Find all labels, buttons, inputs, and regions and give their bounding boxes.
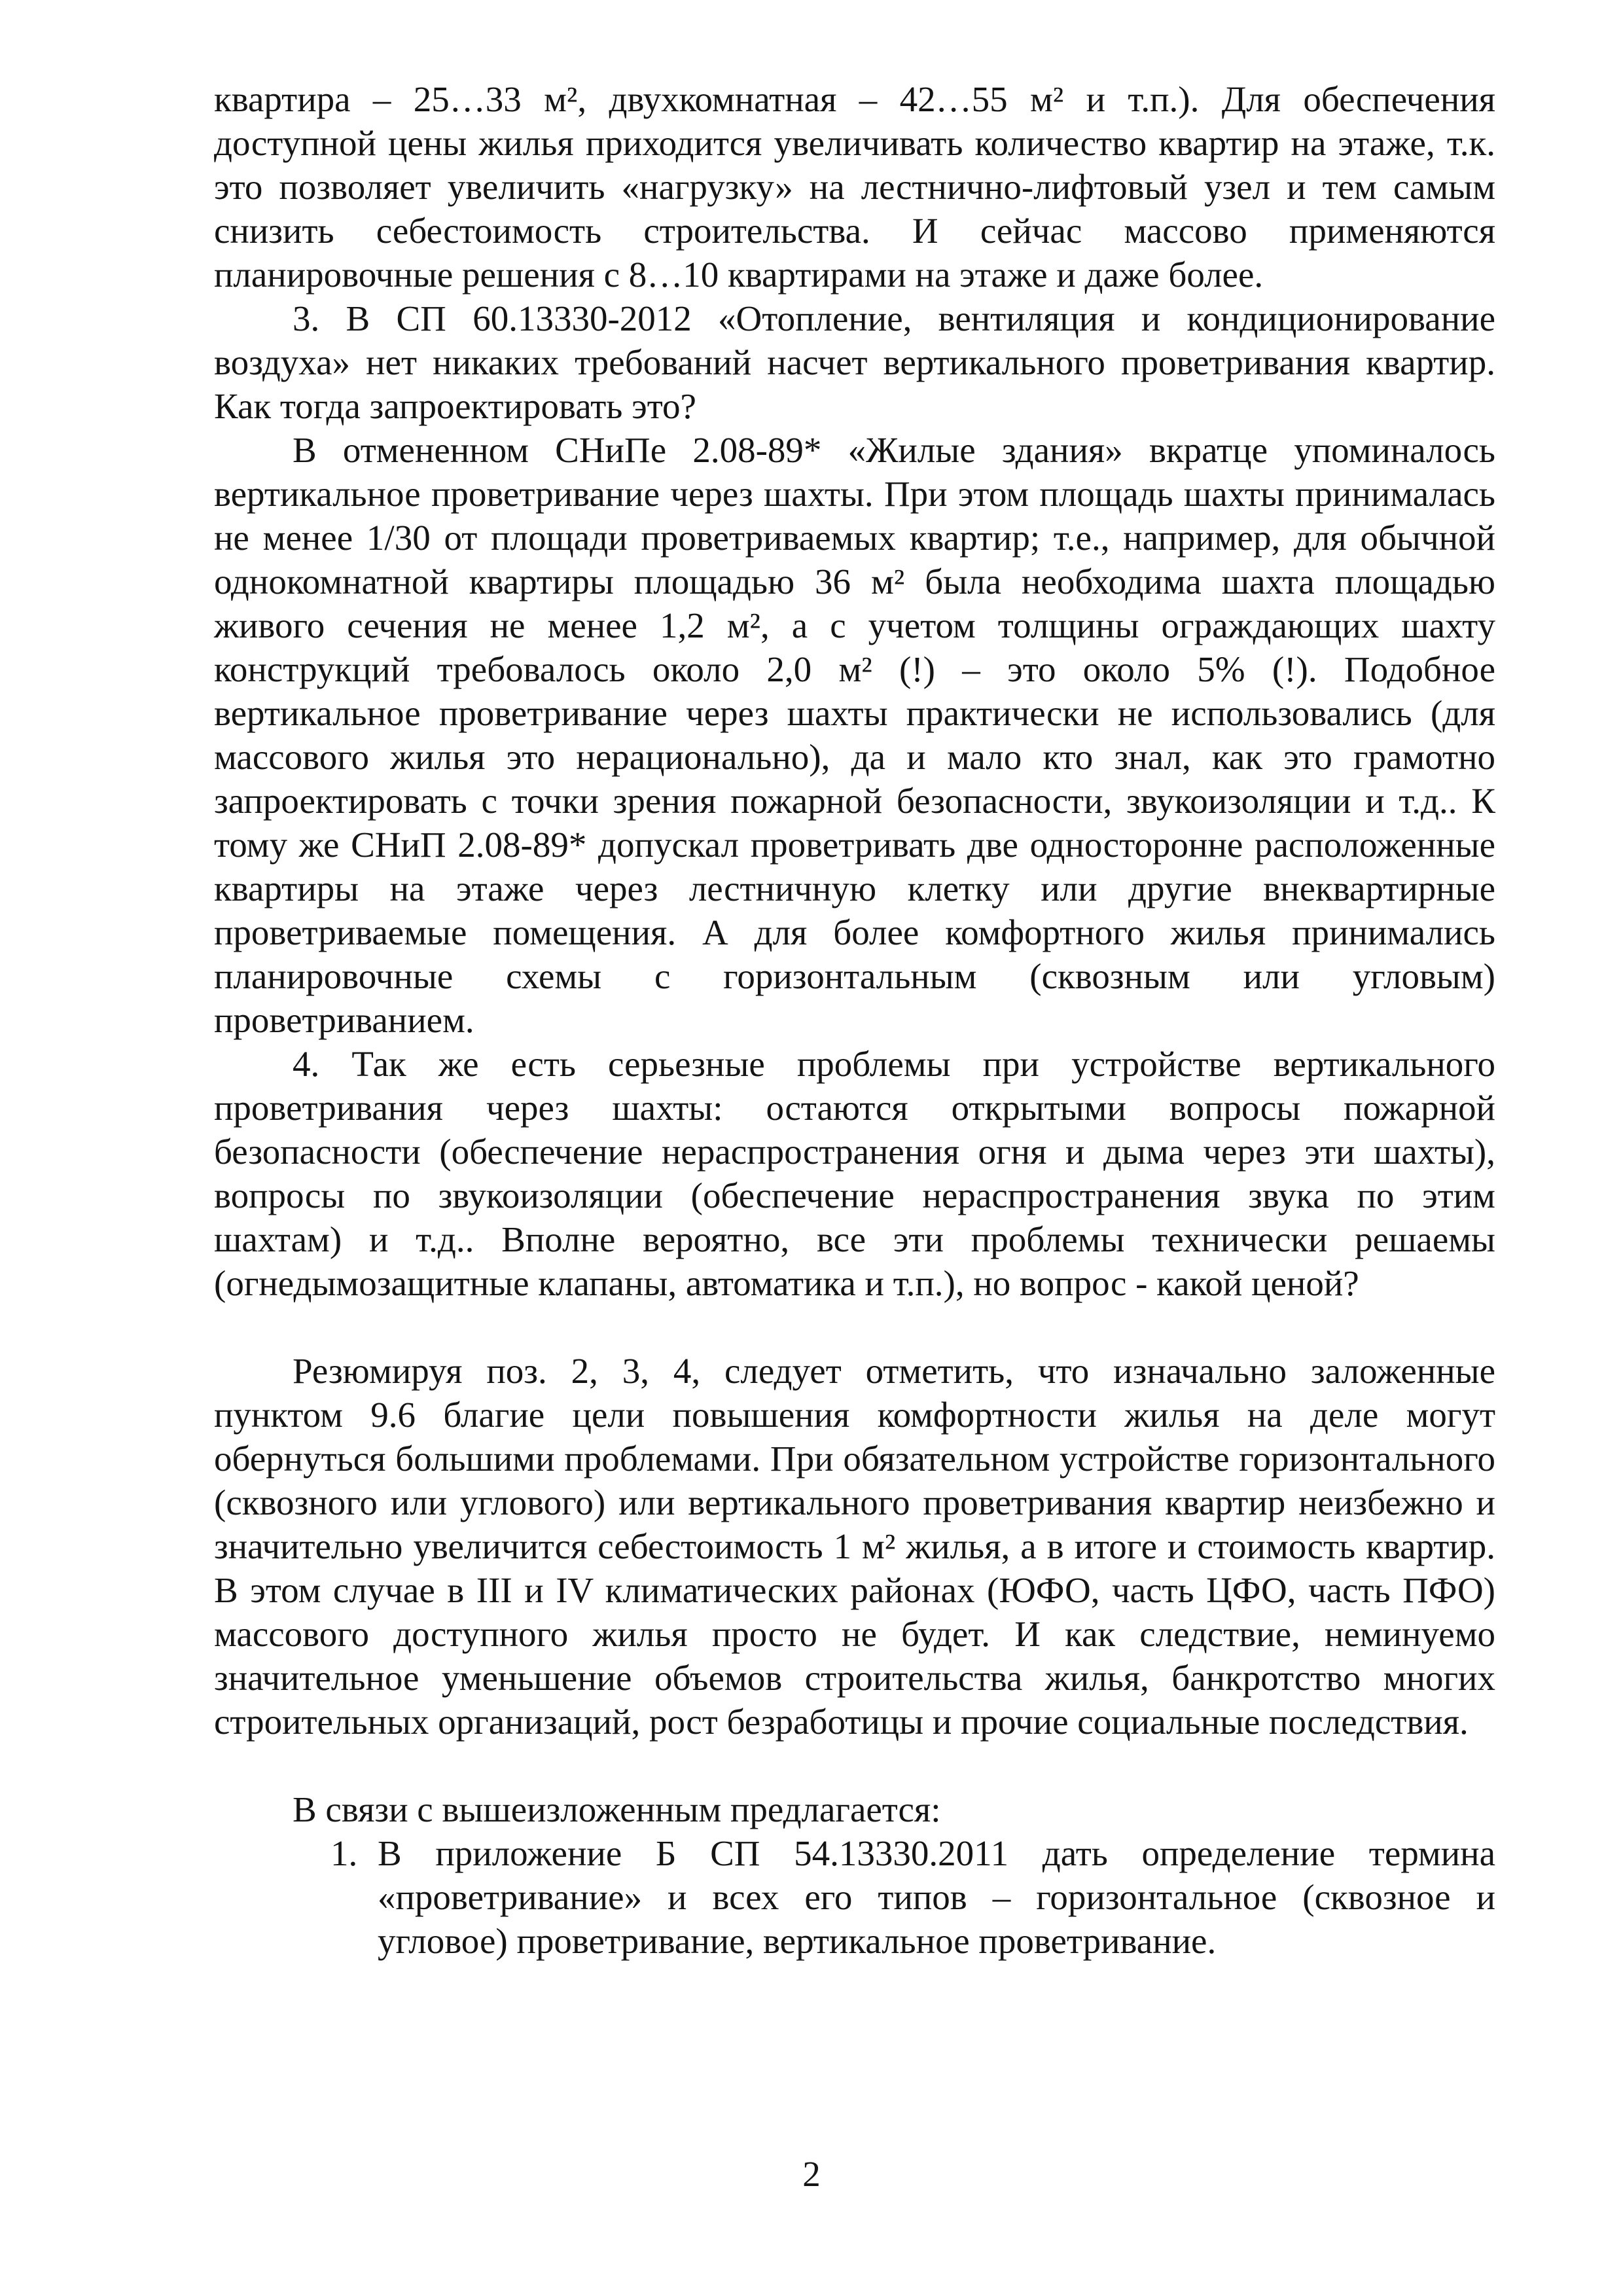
- paragraph-snip-history: В отмененном СНиПе 2.08-89* «Жилые здания» вкратце упоминалось вертикальное проветривание через шахты. При этом площадь шахты принималась не менее 1/30 от площади проветриваемых квартир; т.е., например, для обычной однокомнатной квартиры площадью 36 м² была необходима шахта площадью живого сечения не менее 1,2 м², а с учетом толщины ограждающих шахту конструкций требовалось около 2,0 м² (!) – это около 5% (!). Подобное вертикальное проветривание через шахты практически не использовались (для массового жилья это нерационально), да и мало кто знал, как это грамотно запроектировать с точки зрения пожарной безопасности, звукоизоляции и т.д.. К тому же СНиП 2.08-89* допускал проветривать две односторонне расположенные квартиры на этаже через лестничную клетку или другие внеквартирные проветриваемые помещения. А для более комфортного жилья принимались планировочные схемы с горизонтальным (сквозным или угловым) проветриванием.: [214, 430, 1495, 1040]
- proposal-list: [214, 1831, 1495, 1963]
- paragraph-apartment-sizes: квартира – 25…33 м², двухкомнатная – 42…55 м² и т.п.). Для обеспечения доступной цены жилья приходится увеличивать количество квартир на этаже, т.к. это позволяет увеличить «нагрузку» на лестнично-лифтовый узел и тем самым снизить себестоимость строительства. И сейчас массово применяются планировочные решения с 8…10 квартирами на этаже и даже более.: [214, 79, 1495, 295]
- paragraph-item-4: 4. Так же есть серьезные проблемы при устройстве вертикального проветривания через шахты: остаются открытыми вопросы пожарной безопасности (обеспечение нераспространения огня и дыма через эти шахты), вопросы по звукоизоляции (обеспечение нераспространения звука по этим шахтам) и т.д.. Вполне вероятно, все эти проблемы технически решаемы (огнедымозащитные клапаны, автоматика и т.п.), но вопрос - какой ценой?: [214, 1044, 1495, 1303]
- paragraph-summary: Резюмируя поз. 2, 3, 4, следует отметить, что изначально заложенные пунктом 9.6 благие цели повышения комфортности жилья на деле могут обернуться большими проблемами. При обязательном устройстве горизонтального (сквозного или углового) или вертикального проветривания квартир неизбежно и значительно увеличится себестоимость 1 м² жилья, а в итоге и стоимость квартир. В этом случае в III и IV климатических районах (ЮФО, часть ЦФО, часть ПФО) массового доступного жилья просто не будет. И как следствие, неминуемо значительное уменьшение объемов строительства жилья, банкротство многих строительных организаций, рост безработицы и прочие социальные последствия.: [214, 1351, 1495, 1742]
- list-item-number: 1.: [330, 1833, 358, 1873]
- paragraph-item-3: 3. В СП 60.13330-2012 «Отопление, вентиляция и кондиционирование воздуха» нет никаких требований насчет вертикального проветривания квартир. Как тогда запроектировать это?: [214, 298, 1495, 426]
- page-number: 2: [802, 2154, 821, 2194]
- document-body: [214, 77, 1495, 1963]
- paragraph-proposal-intro: В связи с вышеизложенным предлагается:: [293, 1789, 941, 1829]
- list-item: [214, 1831, 1495, 1963]
- list-item-text: В приложение Б СП 54.13330.2011 дать определение термина «проветривание» и всех его типов – горизонтальное (сквозное и угловое) проветривание, вертикальное проветривание.: [378, 1833, 1495, 1961]
